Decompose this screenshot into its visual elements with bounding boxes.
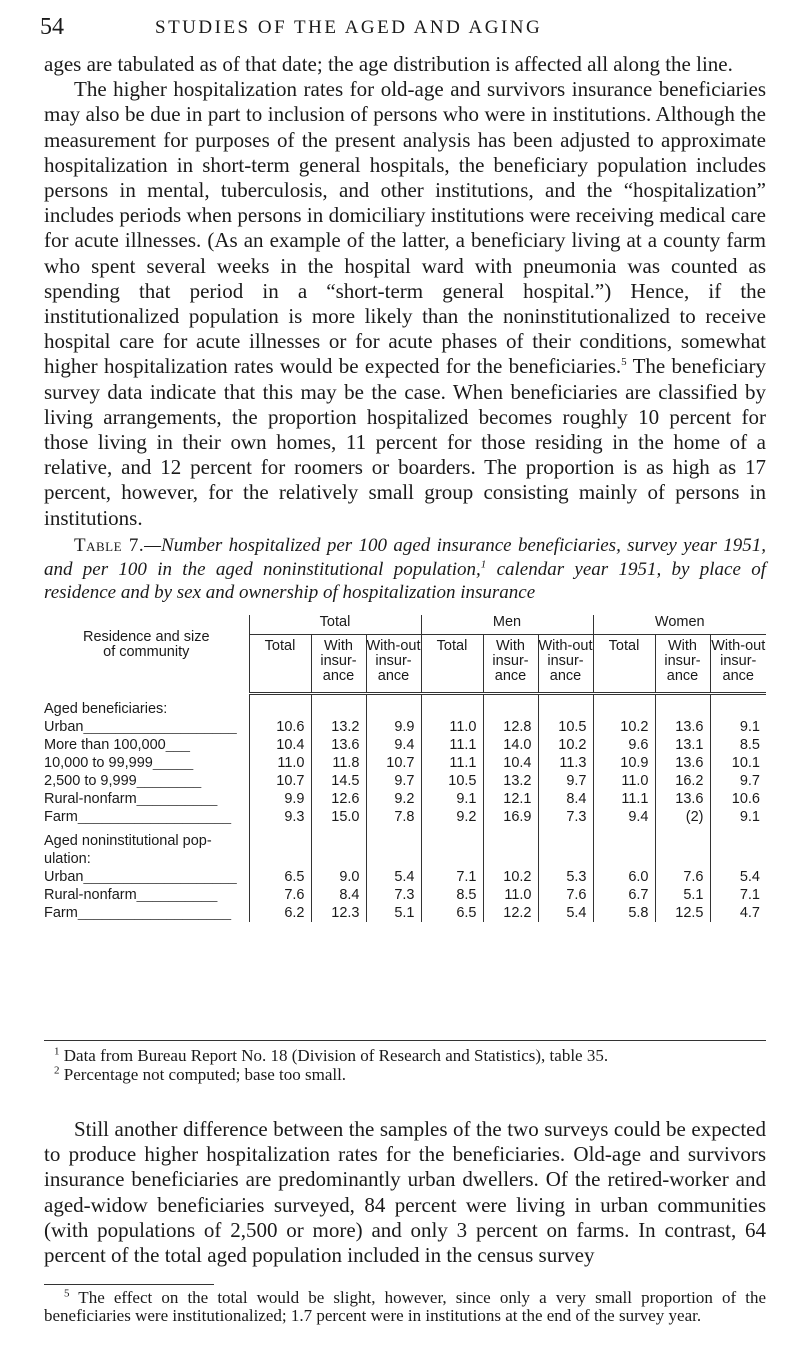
note-text: Percentage not computed; base too small. bbox=[59, 1065, 347, 1084]
page-number: 54 bbox=[40, 14, 64, 40]
table-label: Table 7. bbox=[74, 535, 145, 556]
value-cell: 11.0 bbox=[421, 718, 483, 736]
section-label bbox=[44, 694, 249, 718]
empty-cell bbox=[710, 826, 766, 868]
leader-dots: ___________________ bbox=[77, 904, 232, 921]
value-cell: 11.0 bbox=[249, 754, 311, 772]
row-label-text: Farm bbox=[44, 808, 78, 825]
value-cell: 16.2 bbox=[655, 772, 710, 790]
value-cell: 13.6 bbox=[655, 790, 710, 808]
value-cell: 9.1 bbox=[710, 718, 766, 736]
leader-dots: __________ bbox=[136, 886, 218, 903]
stub-header-line: Residence and size bbox=[82, 628, 210, 645]
stub-header bbox=[44, 615, 249, 694]
table-row bbox=[44, 754, 766, 772]
value-cell: (2) bbox=[655, 808, 710, 826]
section-label-text: Aged noninstitutional pop- bbox=[44, 832, 212, 849]
value-cell: 12.1 bbox=[483, 790, 538, 808]
value-cell: 10.2 bbox=[593, 718, 655, 736]
paragraph-urban: Still another difference between the samples of the two surveys could be expected to produce higher hospitalization rates for the beneficiaries. Old-age and survivors insurance beneficiaries are predominantly urban dwellers. Of the retired-worker and aged-widow beneficiaries surveyed, 84 percent were living in urban communities (with populations of 2,500 or more) and only 3 percent on farms. In contrast, 64 percent of the total aged population included in the census survey bbox=[44, 1117, 766, 1268]
empty-cell bbox=[655, 694, 710, 718]
table-row bbox=[44, 736, 766, 754]
value-cell: 6.7 bbox=[593, 886, 655, 904]
value-cell: 15.0 bbox=[311, 808, 366, 826]
value-cell: 13.6 bbox=[655, 718, 710, 736]
empty-cell bbox=[593, 694, 655, 718]
empty-cell bbox=[249, 826, 311, 868]
row-label-text: Urban bbox=[44, 868, 84, 885]
value-cell: 9.4 bbox=[593, 808, 655, 826]
table-row bbox=[44, 808, 766, 826]
value-cell: 9.9 bbox=[249, 790, 311, 808]
value-cell: 11.0 bbox=[483, 886, 538, 904]
value-cell: 10.5 bbox=[421, 772, 483, 790]
table-note bbox=[44, 1046, 766, 1065]
table-head bbox=[44, 615, 766, 694]
value-cell: 11.8 bbox=[311, 754, 366, 772]
value-cell: 12.8 bbox=[483, 718, 538, 736]
value-cell: 10.9 bbox=[593, 754, 655, 772]
table-row bbox=[44, 904, 766, 922]
row-label bbox=[44, 736, 249, 754]
row-label bbox=[44, 808, 249, 826]
value-cell: 10.6 bbox=[710, 790, 766, 808]
value-cell: 13.6 bbox=[655, 754, 710, 772]
value-cell: 7.6 bbox=[538, 886, 593, 904]
row-label bbox=[44, 772, 249, 790]
leader-dots: ________ bbox=[136, 772, 202, 789]
row-label-text: Farm bbox=[44, 904, 78, 921]
value-cell: 13.2 bbox=[483, 772, 538, 790]
footnote-ref: 5 bbox=[621, 356, 627, 369]
row-label-text: Rural-nonfarm bbox=[44, 790, 137, 807]
value-cell: 6.5 bbox=[249, 868, 311, 886]
row-label bbox=[44, 868, 249, 886]
value-cell: 11.3 bbox=[538, 754, 593, 772]
column-header: With insur-ance bbox=[483, 635, 538, 694]
value-cell: 16.9 bbox=[483, 808, 538, 826]
data-table bbox=[44, 615, 766, 922]
section-row bbox=[44, 694, 766, 718]
paragraph-text: The higher hospitalization rates for old-age and survivors insurance beneficiaries may also be due in part to inclusion of persons who were in institutions. Although the measurement for purposes of the present analysis has been adjusted to approximate hospitalization in short-term general hospitals, the beneficiary population includes persons in mental, tuberculosis, and other institutions, and the “hospitalization” includes periods when persons in domiciliary institutions were receiving medical care for acute illnesses. (As an example of the latter, a beneficiary living at a county farm who spent several weeks in the hospital ward with pneumonia was counted as spending that period in a “short-term general hospital.”) Hence, if the institutionalized population is more likely than the noninstitutionalized to receive hospital care for acute illnesses or for acute phases of their conditions, somewhat higher hospitalization rates would be expected for the beneficiaries. bbox=[44, 77, 766, 379]
note-text: Data from Bureau Report No. 18 (Division of Research and Statistics), table 35. bbox=[59, 1046, 609, 1065]
column-header: With-out insur-ance bbox=[366, 635, 421, 694]
value-cell: 5.4 bbox=[366, 868, 421, 886]
value-cell: 10.6 bbox=[249, 718, 311, 736]
group-header-men: Men bbox=[421, 615, 593, 635]
row-label bbox=[44, 718, 249, 736]
value-cell: 9.2 bbox=[366, 790, 421, 808]
caption-text: —Number hospitalized per 100 aged insurance beneficiaries, survey year 1951, and per 100 in the aged noninstitutional population, bbox=[44, 535, 766, 580]
table-row bbox=[44, 772, 766, 790]
table-body bbox=[44, 694, 766, 922]
value-cell: 12.5 bbox=[655, 904, 710, 922]
value-cell: 7.8 bbox=[366, 808, 421, 826]
value-cell: 7.6 bbox=[655, 868, 710, 886]
table-row bbox=[44, 718, 766, 736]
value-cell: 13.1 bbox=[655, 736, 710, 754]
value-cell: 8.5 bbox=[710, 736, 766, 754]
row-label-text: Urban bbox=[44, 718, 84, 735]
leader-dots: ___________________ bbox=[83, 868, 237, 885]
section-label-text: Aged beneficiaries: bbox=[44, 700, 168, 717]
table-row bbox=[44, 886, 766, 904]
value-cell: 9.7 bbox=[366, 772, 421, 790]
value-cell: 12.3 bbox=[311, 904, 366, 922]
row-label bbox=[44, 754, 249, 772]
row-label-text: Rural-nonfarm bbox=[44, 886, 137, 903]
row-label bbox=[44, 904, 249, 922]
section-label bbox=[44, 826, 249, 868]
value-cell: 7.6 bbox=[249, 886, 311, 904]
value-cell: 4.7 bbox=[710, 904, 766, 922]
empty-cell bbox=[483, 694, 538, 718]
value-cell: 5.4 bbox=[538, 904, 593, 922]
empty-cell bbox=[311, 826, 366, 868]
leader-dots: _____ bbox=[152, 754, 194, 771]
footnote-rule bbox=[44, 1284, 214, 1285]
paragraph-hospitalization bbox=[44, 77, 766, 531]
footnote-text: The effect on the total would be slight, however, since only a very small proportion of the beneficiaries were institutionalized; 1.7 percent were in institutions at the end of the survey year. bbox=[44, 1288, 766, 1325]
row-label bbox=[44, 790, 249, 808]
table-row bbox=[44, 868, 766, 886]
empty-cell bbox=[538, 694, 593, 718]
value-cell: 6.0 bbox=[593, 868, 655, 886]
value-cell: 9.7 bbox=[538, 772, 593, 790]
empty-cell bbox=[366, 694, 421, 718]
value-cell: 9.4 bbox=[366, 736, 421, 754]
stub-header-line: of community bbox=[103, 643, 190, 660]
group-header-women: Women bbox=[593, 615, 766, 635]
value-cell: 11.1 bbox=[421, 754, 483, 772]
value-cell: 5.1 bbox=[366, 904, 421, 922]
value-cell: 13.6 bbox=[311, 736, 366, 754]
column-header bbox=[421, 635, 483, 694]
leader-dots: ___________________ bbox=[77, 808, 232, 825]
value-cell: 10.5 bbox=[538, 718, 593, 736]
column-header-text: Total bbox=[608, 638, 640, 654]
value-cell: 12.2 bbox=[483, 904, 538, 922]
caption-text: calendar year 1951, by place of residence and by sex and ownership of hospitalization insurance bbox=[44, 558, 767, 603]
paragraph-continued: ages are tabulated as of that date; the age distribution is affected all along the line. bbox=[44, 52, 733, 76]
column-header: With-out insur-ance bbox=[710, 635, 766, 694]
row-label-text: 2,500 to 9,999 bbox=[44, 772, 137, 789]
group-header-total: Total bbox=[249, 615, 421, 635]
table-note bbox=[44, 1065, 766, 1084]
column-header bbox=[249, 635, 311, 694]
value-cell: 11.1 bbox=[421, 736, 483, 754]
table-caption bbox=[44, 534, 766, 605]
column-header: With insur-ance bbox=[655, 635, 710, 694]
value-cell: 9.0 bbox=[311, 868, 366, 886]
row-label-text: 10,000 to 99,999 bbox=[44, 754, 153, 771]
value-cell: 6.5 bbox=[421, 904, 483, 922]
note-mark: 1 bbox=[54, 1045, 60, 1058]
column-header bbox=[593, 635, 655, 694]
empty-cell bbox=[421, 694, 483, 718]
value-cell: 5.3 bbox=[538, 868, 593, 886]
caption-footnote-ref: 1 bbox=[480, 558, 487, 571]
leader-dots: __________ bbox=[136, 790, 218, 807]
value-cell: 8.4 bbox=[311, 886, 366, 904]
value-cell: 7.3 bbox=[366, 886, 421, 904]
empty-cell bbox=[249, 694, 311, 718]
value-cell: 7.3 bbox=[538, 808, 593, 826]
value-cell: 7.1 bbox=[710, 886, 766, 904]
value-cell: 8.4 bbox=[538, 790, 593, 808]
value-cell: 11.1 bbox=[593, 790, 655, 808]
value-cell: 10.2 bbox=[483, 868, 538, 886]
value-cell: 9.1 bbox=[421, 790, 483, 808]
table-row bbox=[44, 790, 766, 808]
table-notes bbox=[44, 1046, 766, 1084]
value-cell: 14.5 bbox=[311, 772, 366, 790]
value-cell: 10.4 bbox=[483, 754, 538, 772]
footnote-mark: 5 bbox=[64, 1287, 70, 1300]
value-cell: 7.1 bbox=[421, 868, 483, 886]
value-cell: 10.2 bbox=[538, 736, 593, 754]
value-cell: 5.4 bbox=[710, 868, 766, 886]
value-cell: 14.0 bbox=[483, 736, 538, 754]
value-cell: 12.6 bbox=[311, 790, 366, 808]
value-cell: 10.4 bbox=[249, 736, 311, 754]
section-row bbox=[44, 826, 766, 868]
value-cell: 5.1 bbox=[655, 886, 710, 904]
column-header-text: Total bbox=[264, 638, 296, 654]
value-cell: 9.9 bbox=[366, 718, 421, 736]
empty-cell bbox=[421, 826, 483, 868]
running-head: STUDIES OF THE AGED AND AGING bbox=[155, 17, 543, 38]
section-label-text: ulation: bbox=[44, 850, 91, 867]
value-cell: 5.8 bbox=[593, 904, 655, 922]
value-cell: 11.0 bbox=[593, 772, 655, 790]
value-cell: 8.5 bbox=[421, 886, 483, 904]
value-cell: 10.7 bbox=[249, 772, 311, 790]
row-label bbox=[44, 886, 249, 904]
value-cell: 13.2 bbox=[311, 718, 366, 736]
table-bottom-rule bbox=[44, 1040, 766, 1041]
body-text-top bbox=[44, 52, 766, 531]
row-label-text: More than 100,000 bbox=[44, 736, 166, 753]
value-cell: 9.1 bbox=[710, 808, 766, 826]
value-cell: 10.1 bbox=[710, 754, 766, 772]
note-mark: 2 bbox=[54, 1064, 60, 1077]
empty-cell bbox=[311, 694, 366, 718]
value-cell: 9.7 bbox=[710, 772, 766, 790]
empty-cell bbox=[538, 826, 593, 868]
empty-cell bbox=[710, 694, 766, 718]
column-header-text: Total bbox=[436, 638, 468, 654]
empty-cell bbox=[655, 826, 710, 868]
value-cell: 9.2 bbox=[421, 808, 483, 826]
leader-dots: ___ bbox=[165, 736, 190, 753]
paragraph-text: The beneficiary survey data indicate that this may be the case. When beneficiaries are classified by living arrangements, the proportion hospitalized becomes roughly 10 percent for those living in their own homes, 11 percent for those residing in the home of a relative, and 12 percent for roomers or boarders. The proportion is as high as 17 percent, however, for the relatively small group consisting mainly of persons in institutions. bbox=[44, 354, 766, 530]
column-header: With-out insur-ance bbox=[538, 635, 593, 694]
value-cell: 10.7 bbox=[366, 754, 421, 772]
body-text-bottom bbox=[44, 1117, 766, 1268]
empty-cell bbox=[593, 826, 655, 868]
value-cell: 6.2 bbox=[249, 904, 311, 922]
empty-cell bbox=[366, 826, 421, 868]
empty-cell bbox=[483, 826, 538, 868]
column-header: With insur-ance bbox=[311, 635, 366, 694]
value-cell: 9.6 bbox=[593, 736, 655, 754]
page-footnote bbox=[44, 1289, 766, 1325]
leader-dots: ___________________ bbox=[83, 718, 237, 735]
value-cell: 9.3 bbox=[249, 808, 311, 826]
page-header bbox=[40, 14, 770, 40]
